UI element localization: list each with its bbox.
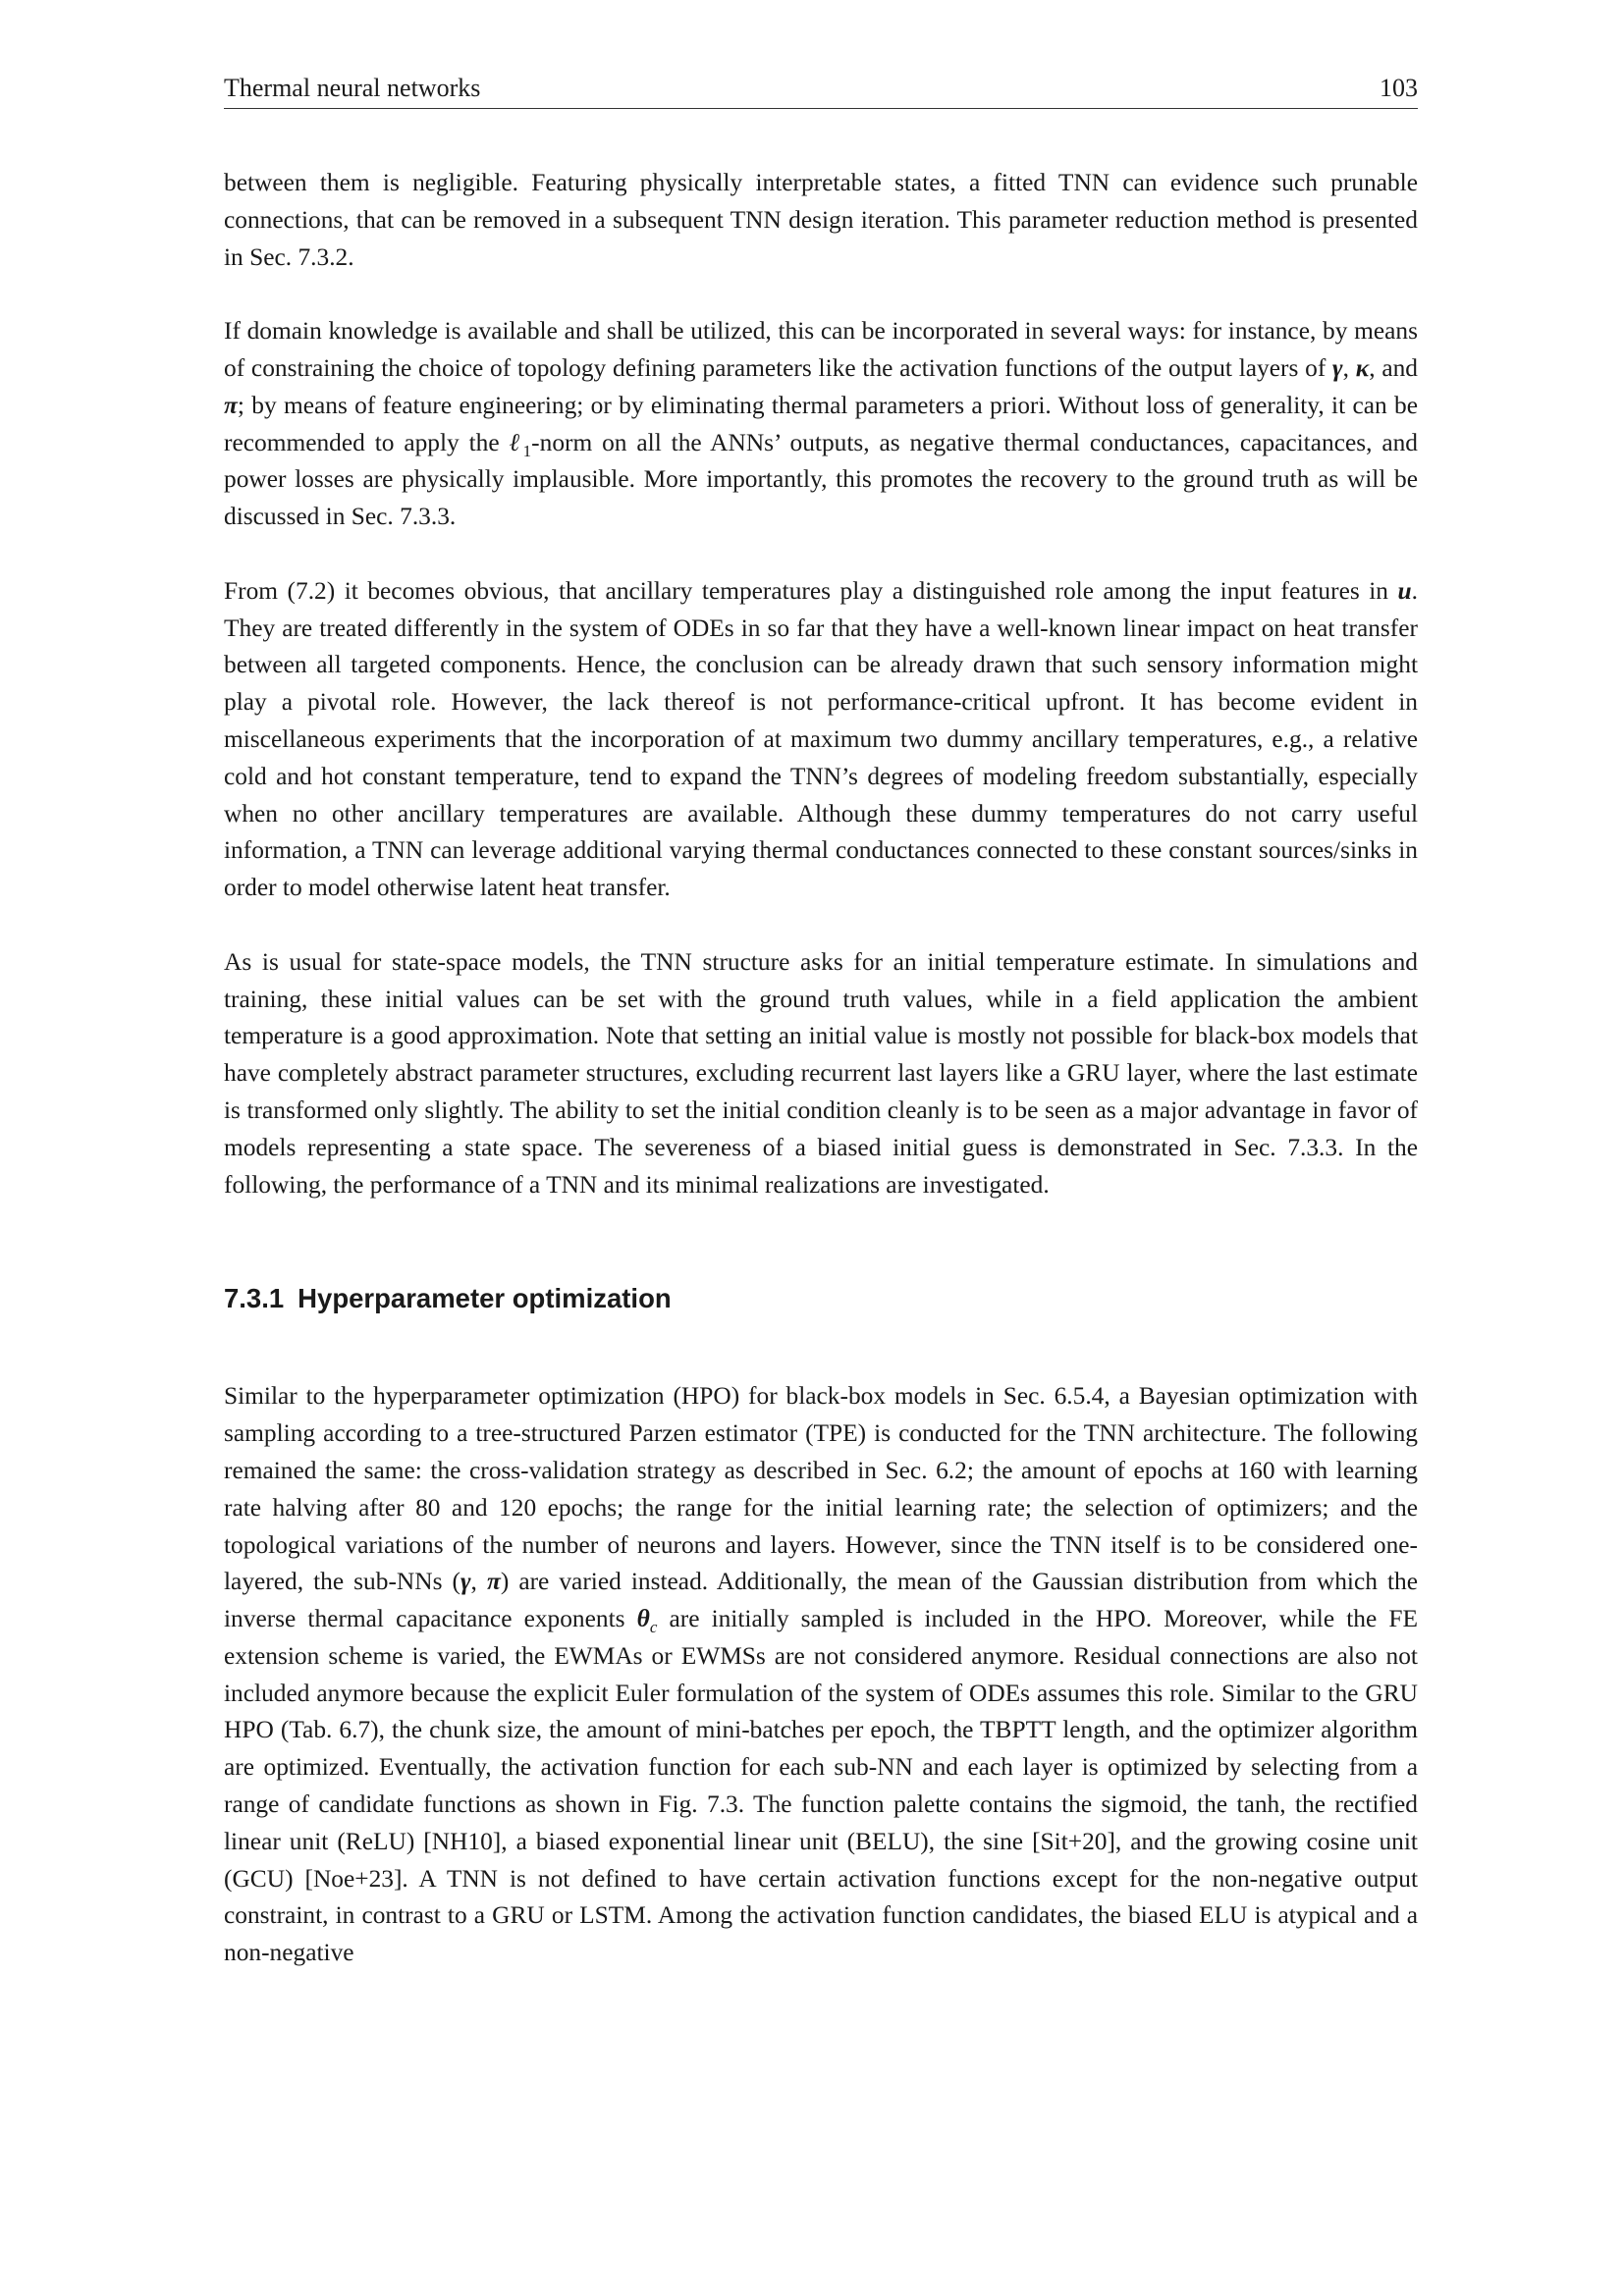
paragraph-4: As is usual for state-space models, the TNN structure asks for an initial temperature estimate. In simulations and training, these initial values can be set with the ground truth values, while in a field application the ambient temperature is a good approximation. Note that setting an initial value is mostly not possible for black-box models that have completely abstract parameter structures, excluding recurrent last layers like a GRU layer, where the last estimate is transformed only slightly. The ability to set the initial condition cleanly is to be seen as a major advantage in favor of models representing a state space. The severeness of a biased initial guess is demonstrated in Sec. 7.3.3. In the following, the performance of a TNN and its minimal realizations are investigated. [224, 947, 1418, 1199]
math-gamma-2: γ [460, 1568, 471, 1596]
body-text [224, 165, 1418, 1972]
section-heading [224, 1280, 1418, 1317]
paragraph-5: Similar to the hyperparameter optimization (HPO) for black-box models in Sec. 6.5.4, a Bayesian optimization with sampling according to a tree-structured Parzen estimator (TPE) is conducted for the TNN architecture. The following remained the same: the cross-validation strategy as described in Sec. 6.2; the amount of epochs at 160 with learning rate halving after 80 and 120 epochs; the range for the initial learning rate; the selection of optimizers; and the topological variations of the number of neurons and layers. However, since the TNN itself is to be considered one-layered, the sub-NNs (γ, π) are varied instead. Additionally, the mean of the Gaussian distribution from which the inverse thermal capacitance exponents $\theta_c$ are initially sampled is included in the HPO. Moreover, while the FE extension scheme is varied, the EWMAs or EWMSs are not considered anymore. Residual connections are also not included anymore because the explicit Euler formulation of the system of ODEs assumes this role. Similar to the GRU HPO (Tab. 6.7), the chunk size, the amount of mini-batches per epoch, the TBPTT length, and the optimizer algorithm are optimized. Eventually, the activation function for each sub-NN and each layer is optimized by selecting from a range of candidate functions as shown in Fig. 7.3. The function palette contains the sigmoid, the tanh, the rectified linear unit (ReLU) [NH10], a biased exponential linear unit (BELU), the sine [Sit+20], and the growing cosine unit (GCU) [Noe+23]. A TNN is not defined to have certain activation functions except for the non-negative output constraint, in contrast to a GRU or LSTM. Among the activation function candidates, the biased ELU is atypical and a non-negative [224, 1382, 1418, 1967]
math-pi: π [224, 391, 238, 419]
math-ell: ℓ [509, 428, 523, 456]
math-gamma: γ [1332, 353, 1343, 382]
math-theta: θ [636, 1605, 650, 1633]
math-pi-2: π [486, 1568, 501, 1596]
math-theta-subscript: c [649, 1618, 658, 1637]
running-title: Thermal neural networks [224, 74, 481, 102]
paragraph-2: If domain knowledge is available and shall be utilized, this can be incorporated in several ways: for instance, by means of constraining the choice of topology defining parameters like the activation functions of the output layers of γ, κ, and π; by means of feature engineering; or by eliminating thermal parameters a priori. Without loss of generality, it can be recommended to apply the ℓ$_1$-norm on all the ANNs’ outputs, as negative thermal conductances, capacitances, and power losses are physically implausible. More importantly, this promotes the recovery to the ground truth as will be discussed in Sec. 7.3.3. [224, 317, 1419, 531]
header-rule [224, 108, 1418, 109]
page-number: 103 [1380, 74, 1418, 102]
math-kappa: κ [1355, 353, 1370, 382]
math-ell-subscript: 1 [522, 441, 532, 460]
running-header [224, 73, 1418, 104]
paragraph-1: between them is negligible. Featuring physically interpretable states, a fitted TNN can evidence such prunable connections, that can be removed in a subsequent TNN design iteration. This parameter reduction method is presented in Sec. 7.3.2. [224, 169, 1418, 271]
math-u: u [1397, 576, 1412, 605]
paragraph-3: From (7.2) it becomes obvious, that ancillary temperatures play a distinguished role among the input features in u. They are treated differently in the system of ODEs in so far that they have a well-known linear impact on heat transfer between all targeted components. Hence, the conclusion can be already drawn that such sensory information might play a pivotal role. However, the lack thereof is not performance-critical upfront. It has become evident in miscellaneous experiments that the incorporation of at maximum two dummy ancillary temperatures, e.g., a relative cold and hot constant temperature, tend to expand the TNN’s degrees of modeling freedom substantially, especially when no other ancillary temperatures are available. Although these dummy temperatures do not carry useful information, a TNN can leverage additional varying thermal conductances connected to these constant sources/sinks in order to model otherwise latent heat transfer. [224, 576, 1418, 902]
section-title: Hyperparameter optimization [298, 1283, 672, 1314]
section-number: 7.3.1 [224, 1283, 285, 1314]
